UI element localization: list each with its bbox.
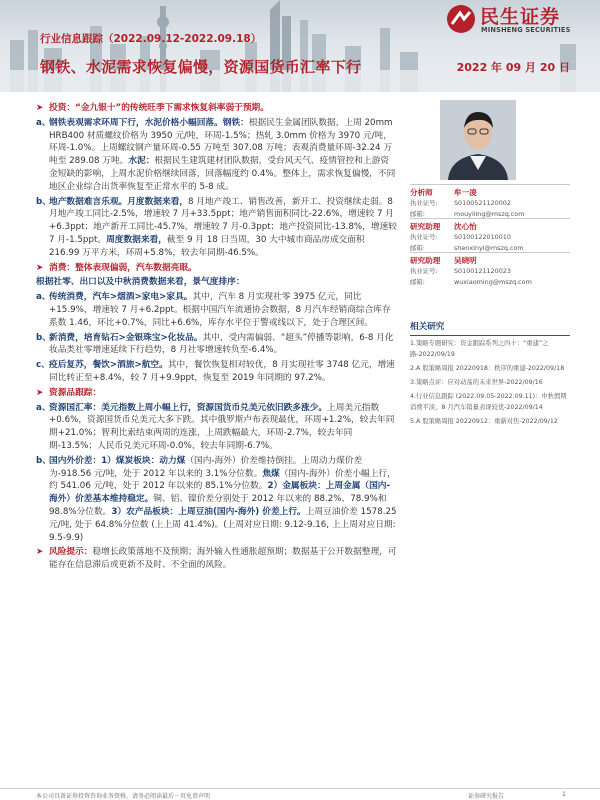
arrow-icon: ➤ xyxy=(36,387,44,398)
item-lead: 传统消费，汽车>烟酒>家电>家具。 xyxy=(49,292,193,303)
item-marker: b、 xyxy=(36,332,51,343)
email-label: 邮箱: xyxy=(410,243,425,252)
reg-number: S0100121120023 xyxy=(454,267,511,275)
item-lead: 地产数据难言乐观。月度数据来看， xyxy=(49,196,188,207)
item-marker: a、 xyxy=(36,292,51,303)
item-marker: b、 xyxy=(36,455,51,466)
item-text: 上周豆油价差 1578.25 元/吨, 处于 64.8%分位数 (上上周 41.4%)。(上周对应日期: 9.12-9.16, 上上周对应日期: 9.5-9.9) xyxy=(49,506,397,543)
related-research-title: 相关研究 xyxy=(410,320,570,336)
item-text: 截至 9 月 18 日当周，30 大中城市商品房成交面积 216.99 万平方米，环周+5.8%，较去年同期-46.5%。 xyxy=(49,234,365,258)
item-text: 根据民生建筑建材团队数据，受台风天气、疫情管控和上游资金短缺的影响，上周水泥价格继续回落，回落幅度约 0.4%。整体上，需求恢复偏慢，不同地区企业综合出货率恢复至正常水平的 5-8 成。 xyxy=(49,156,396,192)
item-lead: 2）金属板块：上周金属（国内-海外）价差基本维持稳定。 xyxy=(49,481,391,505)
item-lead: 疫后复苏，餐饮>酒旅>航空。 xyxy=(49,360,168,371)
analyst-role: 研究助理 xyxy=(410,222,441,231)
related-research-item[interactable]: 2.A 股策略周报 20220918：秩序的重建-2022/09/18 xyxy=(410,365,565,372)
list-item-a xyxy=(36,402,397,453)
header-banner xyxy=(0,0,600,92)
item-lead: 3）农产品板块：上周豆油(国内-海外) 价差上行。 xyxy=(111,506,306,517)
analyst-role: 分析师 xyxy=(410,188,433,197)
email-label: 邮箱: xyxy=(410,277,425,286)
list-item-a xyxy=(36,117,397,194)
related-research-item[interactable]: 4.行业信息跟踪 (2022.09.05-2022.09.11)：中秋假期消费平淡，8 月汽车销量表现较优-2022/09/14 xyxy=(410,393,567,411)
reg-number: S0100521120002 xyxy=(454,199,511,207)
section-resources xyxy=(36,387,397,400)
item-lead: 水泥： xyxy=(128,156,155,167)
minsheng-logo xyxy=(446,2,586,38)
related-research-list xyxy=(410,338,570,430)
reg-label: 执业证号: xyxy=(410,267,438,275)
list-item-a xyxy=(36,291,397,329)
section-consumption xyxy=(36,262,397,275)
section-title: 消费：整体表现偏弱，汽车数据亮眼。 xyxy=(49,262,197,273)
arrow-icon: ➤ xyxy=(36,262,44,273)
section-title: 资源品跟踪： xyxy=(49,387,102,398)
report-type-label: 证券研究报告 xyxy=(468,793,505,800)
item-lead: 新消费，培育钻石>金银珠宝>化妆品。 xyxy=(49,332,203,343)
logo-english: MINSHENG SECURITIES xyxy=(481,26,571,34)
list-item-b xyxy=(36,332,397,358)
list-item-b xyxy=(36,455,397,545)
analyst-name: 牟一凌 xyxy=(454,188,477,197)
section-risk xyxy=(36,546,397,572)
arrow-icon: ➤ xyxy=(36,547,44,558)
analyst-name: 吴晓明 xyxy=(454,256,477,265)
item-lead: 周度数据来看， xyxy=(106,234,167,245)
analyst-card xyxy=(410,184,570,219)
reg-label: 执业证号: xyxy=(410,199,438,207)
item-text: 铜、铝、镍价差分别处于 2012 年以来的 88.2%、78.9%和 98.8%分位数。 xyxy=(49,494,387,517)
email-link[interactable]: wuxiaoming@mszq.com xyxy=(454,277,532,286)
item-text: 其中，汽车 8 月实现社零 3975 亿元，同比+15.9%，增速较 7 月+6.2ppt。根据中国汽车流通协会数据，8 月汽车经销商综合库存系数 1.46，环比+0.7%，同比+6.6%，库存水平位于警戒线以下，处于合理区间。 xyxy=(49,292,391,328)
disclaimer-note: 本公司具备证券投资咨询业务资格，请务必阅读最后一页免责声明 xyxy=(36,793,211,800)
risk-text: 稳增长政策落地不及预期；海外输入性通胀超预期；数据基于公开数据整理，可能存在信息滞后或更新不及时、不全面的风险。 xyxy=(49,547,397,571)
item-lead: 资源国汇率：美元指数上周小幅上行，资源国货币兑美元依旧跌多涨少。 xyxy=(49,402,327,413)
analyst-card xyxy=(410,218,570,253)
page-footer xyxy=(0,788,600,800)
email-label: 邮箱: xyxy=(410,209,425,218)
item-text: （国内-海外）价差维持倒挂。上周动力煤价差为-918.56 元/吨，处于 2012 年以来的 3.1%分位数。 xyxy=(49,455,363,479)
item-text: 其中，受内需偏弱、“超头”停播等影响，6-8 月化妆品类社零增速延续下行趋势，8 月社零增速转负至-6.4%。 xyxy=(49,332,394,356)
arrow-icon: ➤ xyxy=(36,103,44,113)
reg-number: S0100122010010 xyxy=(454,233,511,241)
related-research-item[interactable]: 5.A 股策略周报 20220912：重新对焦-2022/09/12 xyxy=(410,418,558,425)
item-marker: c、 xyxy=(36,360,50,371)
analyst-role: 研究助理 xyxy=(410,256,441,265)
item-lead: 钢铁表观需求环周下行，水泥价格小幅回落。钢铁： xyxy=(49,117,249,128)
item-text: 上周美元指数+0.6%，资源国货币兑美元大多下跌。其中俄罗斯卢布表现最优，环周+1.2%，较去年同期+21.0%；智利比索结束两周的连涨，上周跌幅最大，环周-2.7%，较去年同期-13.5%；人民币兑美元环周-0.0%，较去年同期-6.7%。 xyxy=(49,402,395,451)
section-title: 风险提示： xyxy=(49,547,93,558)
item-text: （国内-海外）价差小幅上行，约 541.06 元/吨，处于 2012 年以来的 85.1%分位数。 xyxy=(49,468,396,492)
list-item-b xyxy=(36,196,397,260)
item-lead: 焦煤 xyxy=(262,468,280,479)
analyst-portrait-image xyxy=(440,100,516,180)
related-research-item[interactable]: 3.策略点评：应对动荡的未来世界-2022/09/16 xyxy=(410,379,543,386)
item-marker: a、 xyxy=(36,402,51,413)
page-number: 1 xyxy=(562,791,566,798)
logo-chinese: 民生证券 xyxy=(480,6,561,28)
section-investment xyxy=(36,102,397,115)
item-marker: a、 xyxy=(36,117,51,128)
related-research-item[interactable]: 1.策略专题研究：资金跟踪系列之四十：“重建”之路-2022/09/19 xyxy=(410,340,549,358)
consumption-intro: 根据社零、出口以及中秋消费数据来看，景气度排序： xyxy=(36,277,245,288)
item-text: 其中，餐饮恢复相对较优，8 月实现社零 3748 亿元，增速同比转正至+8.4%，较 7 月+9.9ppt，恢复至 2019 年同期的 97.2%。 xyxy=(49,360,395,383)
analyst-card xyxy=(410,252,570,287)
analyst-photo xyxy=(440,100,516,180)
report-tag: 行业信息跟踪（2022.09.12-2022.09.18） xyxy=(40,33,262,45)
item-text: 8 月地产竣工、销售改善，新开工、投资继续走弱。8 月地产竣工同比-2.5%，增速较 7 月+33.5ppt；地产销售面积同比-22.6%，增速较 7 月+6.3ppt；地产新开工同比-45.7%，增速较 7 月-0.3ppt；地产投资同比-13.8%，增速较 7 月-1.5ppt。 xyxy=(49,196,397,245)
section-title: 投资：“金九银十”的传统旺季下需求恢复斜率弱于预期。 xyxy=(49,103,269,113)
item-lead: 国内外价差：1）煤炭板块：动力煤 xyxy=(49,455,186,466)
report-title: 钢铁、水泥需求恢复偏慢，资源国货币汇率下行 xyxy=(40,58,362,76)
logo-mark-icon xyxy=(446,4,476,34)
main-content xyxy=(36,100,397,574)
analyst-name: 沈心怡 xyxy=(454,222,477,231)
email-link[interactable]: shenxinyi@mszq.com xyxy=(454,243,524,252)
item-text: 根据民生金属团队数据，上周 20mm HRB400 材质螺纹价格为 3950 元/吨，环周-1.5%；热轧 3.0mm 价格为 3970 元/吨，环周-1.0%。上周螺纹钢产量环周-0.55 万吨至 307.08 万吨；表观消费量环周-32.24 万吨至 289.08 万吨。 xyxy=(49,117,393,167)
email-link[interactable]: mouyiling@mszq.com xyxy=(454,209,525,218)
item-marker: b、 xyxy=(36,196,51,207)
reg-label: 执业证号: xyxy=(410,233,438,241)
report-date: 2022 年 09 月 20 日 xyxy=(456,61,570,74)
list-item-c xyxy=(36,359,397,385)
